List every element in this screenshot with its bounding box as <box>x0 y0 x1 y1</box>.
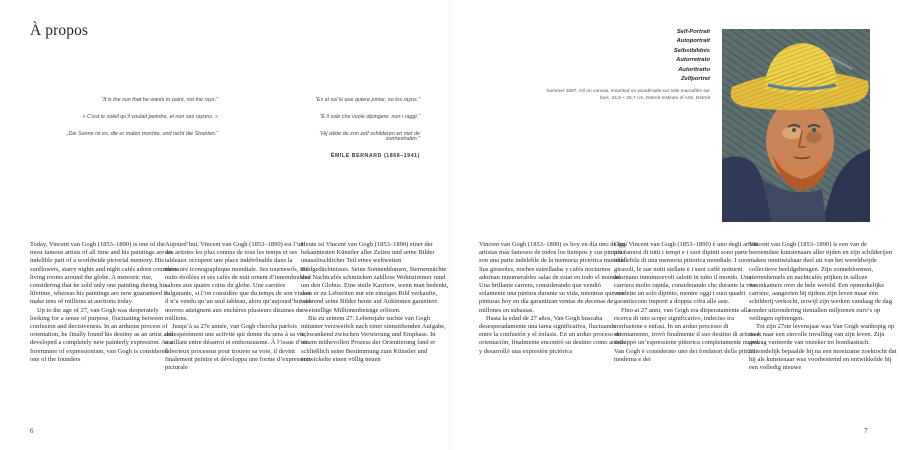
paragraph: Jusqu’à sa 27e année, van Gogh chercha parfois désespérément une activité qui donne du sens à sa vie, oscillant entre désarroi et enthousiasme. À l’issue d’un laborieux processus pour trouver sa voie, il devint finalement peintre et développa une forme d’expression picturale <box>165 323 311 372</box>
quote-french: « C’est le soleil qu’il voulait peindre, et non ses rayons. » <box>82 113 218 120</box>
paragraph: Hasta la edad de 27 años, Van Gogh buscaba desesperadamente una tarea significativa, fluctuando entre la confusión y el énfasis. En un arduo proceso de orientación, finalmente encontró su destino como artista y desarrolló una expresión pictórica <box>479 314 626 355</box>
text-column-english <box>30 241 178 364</box>
paragraph: Tot zijn 27ste levensjaar was Van Gogh wanhopig op zoek naar een zinvolle invulling van zijn leven. Zijn gedrag varieerde van onzeker tot bombastisch. Uiteindelijk bepaalde hij na een moeizame zoektocht dat hij als kunstenaar was voorbestemd en ontwikkelde hij een volledig nieuwe <box>749 323 897 372</box>
quote-english: “It is the sun that he wants to paint, not the rays.” <box>101 97 218 103</box>
quote-spanish: “Es el sol lo que quiere pintar, no los rayos.” <box>315 97 420 103</box>
quotes-right-block <box>300 98 420 159</box>
text-column-dutch <box>749 241 897 372</box>
paragraph: Today, Vincent van Gogh (1853–1890) is one of the most famous artists of all time and his paintings are an indelible part of a worldwide pictorial memory. His sunflowers, starry nights and night cafés adorn countless living rooms around the globe. A meteoric rise, considering that he sold only one painting during his lifetime, whereas his paintings are now guaranteed to make tens of millions at auctions today. <box>30 241 178 306</box>
quote-attribution: ÉMILE BERNARD (1868–1941) <box>330 153 420 160</box>
caption-description: Summer 1887, Oil on canvas, mounted on wood/Huile sur toile marouflée sur bois, 34,9 × 26,7 cm, Detroit Institute of Arts, Detroit <box>546 89 710 101</box>
paragraph: Aujourd’hui, Vincent van Gogh (1853–1890) est l’un des artistes les plus connus de tous les temps et ses tableaux occupent une place indétrônable dans la mémoire iconographique mondiale. Ses tournesols, ses nuits étoilées et ses cafés de nuit ornent d’innombrables salons aux quatre coins du globe. Une carrière fulgurante, si l’on considère que du temps de son vivant il n’a vendu qu’un seul tableau, alors qu’aujourd’hui ses œuvres atteignent aux enchères plusieurs dizaines de millions. <box>165 241 312 322</box>
paragraph: Vincent van Gogh (1853–1890) is een van de beroemdste kunstenaars aller tijden en zijn schilderijen maken onuitwisbaar deel uit van het wereldwijde collectieve beeldgeheugen. Zijn zonnebloemen, sterrenhemels en nachtcafés prijken in talloze woonkamers over de hele wereld. Een opmerkelijke carrière, aangezien hij tijdens zijn leven maar één schilderij verkocht, terwijl zijn werken vandaag de dag zonder uitzondering tientallen miljoenen euro’s op veilingen opbrengen. <box>749 241 892 322</box>
page-number-left: 6 <box>30 427 34 435</box>
book-gutter <box>449 0 451 450</box>
quotes-left-block <box>30 98 218 149</box>
paragraph: Heute ist Vincent van Gogh (1853–1890) einer der bekanntesten Künstler aller Zeiten und seine Bilder unauslöschlicher Teil eines weltweiten Bildgedächtnisses. Seine Sonnenblumen, Sternennächte und Nachtcafés schmücken zahllose Wohnzimmer rund um den Globus. Eine steile Karriere, wenn man bedenkt, dass er zu Lebzeiten nur ein einziges Bild verkaufte, während seine Bilder heute auf Auktionen garantiert zweistellige Millionenbeträge erlösen. <box>301 241 449 314</box>
text-column-german <box>301 241 449 364</box>
portrait-artwork <box>722 29 870 222</box>
caption-title-it: Autoritratto <box>678 66 710 73</box>
page-title: À propos <box>30 22 89 39</box>
caption-title-nl: Zelfportret <box>681 76 710 83</box>
page-number-right: 7 <box>864 427 868 435</box>
paragraph: Fino ai 27 anni, van Gogh era disperatamente alla ricerca di uno scopo significativo, indeciso tra confusione e enfasi. In un arduo processo di orientamento, trovò finalmente il suo destino di artista e sviluppò un’espressione pittorica completamente nuova. Van Gogh è considerato uno dei fondatori della pittura moderna e dei <box>614 306 761 363</box>
caption-title-fr: Autoportrait <box>676 38 710 45</box>
portrait-caption <box>544 28 710 102</box>
caption-title-de: Selbstbildnis <box>673 47 710 54</box>
paragraph: Bis zu seinem 27. Lebensjahr suchte van Gogh mitunter verzweifelt nach einer sinnstiftenden Aufgabe, schwankend zwischen Verwirrung und Emphase. In einem mühevollen Prozess der Orientierung fand er schließlich seine Bestimmung zum Künstler und entwickelte einen völlig neuen <box>301 314 446 363</box>
self-portrait-painting <box>722 29 870 222</box>
quote-german: „Die Sonne ist es, die er malen mochte, und nicht die Strahlen.“ <box>66 130 218 137</box>
paragraph: Vincent van Gogh (1853–1890) es hoy en día uno de los artistas más famosos de todos los tiempos y sus pinturas son una parte indeleble de la memoria pictórica mundial. Sus girasoles, noches estrelladas y cafés nocturnos adornan innumerables salas de estar en todo el mundo. Una brillante carrera, considerando que vendió solamente una pintura durante su vida, mientras que sus pinturas hoy en día garantizan ventas de decenas de millones en subastas. <box>479 241 627 314</box>
paragraph: Up to the age of 27, van Gogh was desperately looking for a sense of purpose, fluctuating between confusion and decisiveness. In an arduous process of orientation, he finally found his destiny as an artist and developed a completely new painterly expression. As a forerunner of expressionism, van Gogh is considered one of the founders <box>30 306 173 363</box>
text-column-italian <box>614 241 762 364</box>
quote-dutch: “Hij wilde de zon zelf schilderen en niet de zonnestralen.” <box>319 130 420 143</box>
paragraph: Oggi Vincent van Gogh (1853–1890) è uno degli artisti più famosi di tutti i tempi e i suoi dipinti sono parte indelebile di una memoria pittorica mondiale. I suoi girasoli, le sue notti stellate e i suoi caffè notturni adornano innumerevoli salotti in tutto il mondo. Una carriera molto rapida, considerando che durante la vita vendette un solo dipinto, mentre oggi i suoi quadri garantiscono importi a doppia cifra alle aste. <box>614 241 758 306</box>
text-column-spanish <box>479 241 627 356</box>
caption-title-es: Autorretrato <box>676 57 710 64</box>
quote-italian: “È il sole che vuole dipingere, non i raggi.” <box>319 113 420 120</box>
caption-title-en: Self-Portrait <box>676 29 710 35</box>
text-column-french <box>165 241 313 372</box>
